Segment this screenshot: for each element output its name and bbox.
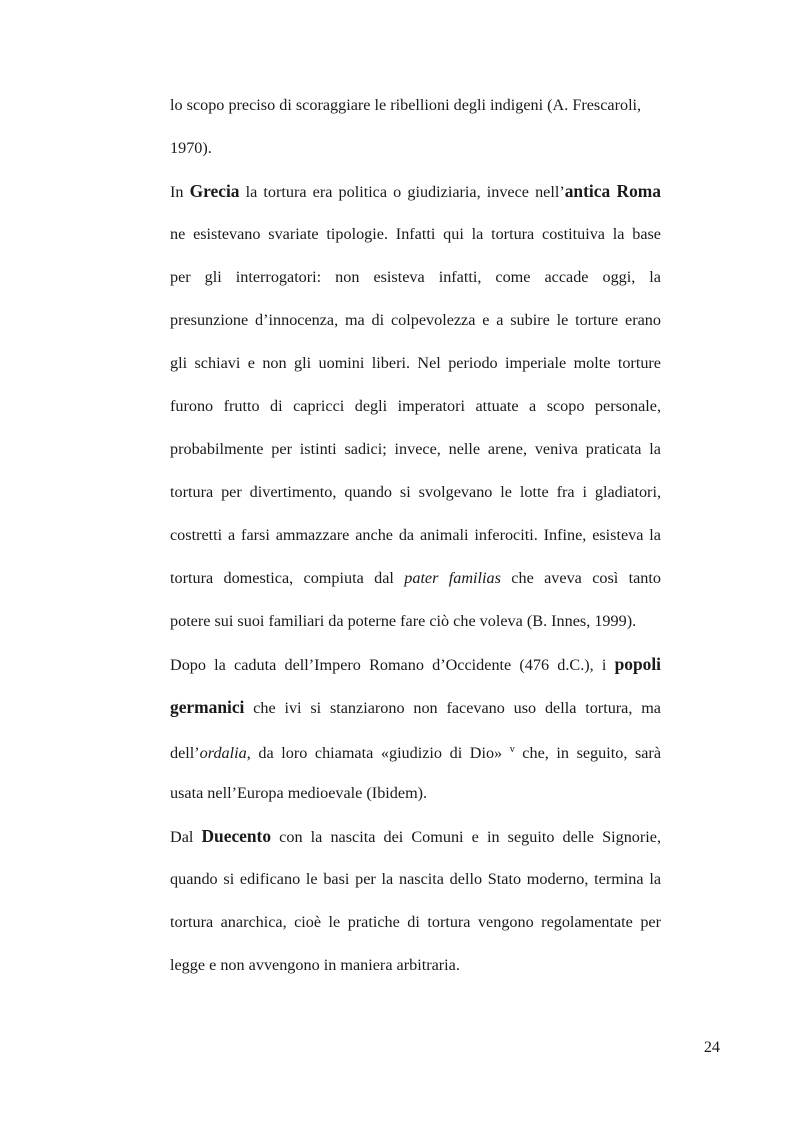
text-line: presunzione d’innocenza, ma di colpevolezza e a subire le torture erano bbox=[170, 311, 661, 329]
emphasis-duecento: Duecento bbox=[201, 826, 272, 846]
text-line: gli schiavi e non gli uomini liberi. Nel periodo imperiale molte torture bbox=[170, 354, 661, 372]
text-line: quando si edificano le basi per la nascita dello Stato moderno, termina la bbox=[170, 870, 661, 888]
emphasis-ordalia: ordalia bbox=[199, 744, 247, 762]
emphasis-antica-roma: antica Roma bbox=[564, 181, 661, 201]
text-line: germanici che ivi si stanziarono non facevano uso della tortura, ma bbox=[170, 697, 661, 717]
emphasis-popoli: popoli bbox=[614, 654, 661, 674]
text-line: legge e non avvengono in maniera arbitraria. bbox=[170, 956, 460, 974]
text-line: Dopo la caduta dell’Impero Romano d’Occidente (476 d.C.), i popoli bbox=[170, 654, 661, 674]
text-line: 1970). bbox=[170, 139, 212, 157]
text-line: lo scopo preciso di scoraggiare le ribellioni degli indigeni (A. Frescaroli, bbox=[170, 96, 642, 114]
text-line: Dal Duecento con la nascita dei Comuni e in seguito delle Signorie, bbox=[170, 826, 662, 846]
text-line: tortura anarchica, cioè le pratiche di tortura vengono regolamentate per bbox=[170, 913, 661, 931]
text-line: potere sui suoi familiari da poterne fare ciò che voleva (B. Innes, 1999). bbox=[170, 612, 637, 630]
text-line: tortura per divertimento, quando si svolgevano le lotte fra i gladiatori, bbox=[170, 483, 661, 501]
footnote-marker: v bbox=[509, 744, 515, 755]
text-line: furono frutto di capricci degli imperatori attuate a scopo personale, bbox=[170, 397, 661, 415]
text-line: ne esistevano svariate tipologie. Infatti qui la tortura costituiva la base bbox=[170, 225, 661, 243]
text-line: In Grecia la tortura era politica o giudiziaria, invece nell’antica Roma bbox=[170, 181, 661, 201]
emphasis-germanici: germanici bbox=[170, 697, 245, 717]
page-number: 24 bbox=[703, 1038, 720, 1056]
text-line: usata nell’Europa medioevale (Ibidem). bbox=[170, 784, 428, 802]
text-line: probabilmente per istinti sadici; invece, nelle arene, veniva praticata la bbox=[170, 440, 661, 458]
text-line: costretti a farsi ammazzare anche da animali inferociti. Infine, esisteva la bbox=[170, 526, 661, 544]
text-line: tortura domestica, compiuta dal pater familias che aveva così tanto bbox=[170, 569, 661, 587]
emphasis-pater-familias: pater familias bbox=[404, 569, 501, 587]
text-line: dell’ordalia, da loro chiamata «giudizio di Dio» $^v$ che, in seguito, sarà bbox=[170, 744, 662, 762]
emphasis-grecia: Grecia bbox=[189, 181, 240, 201]
text-line: per gli interrogatori: non esisteva infatti, come accade oggi, la bbox=[170, 268, 661, 286]
